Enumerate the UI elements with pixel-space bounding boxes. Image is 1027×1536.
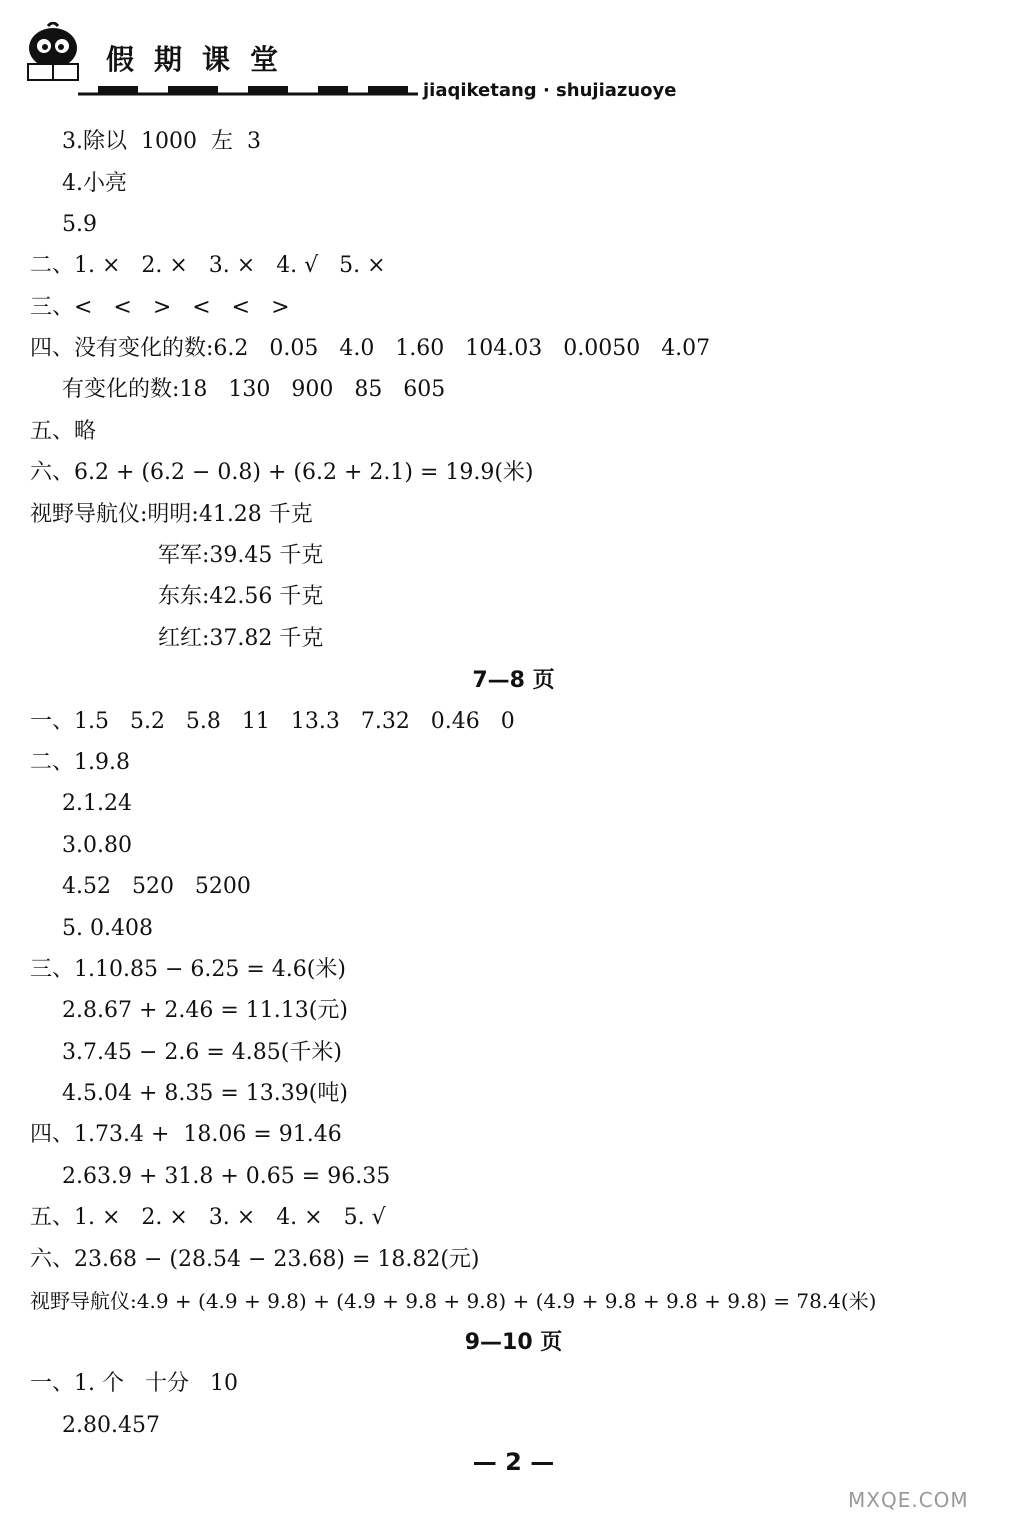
answer-line: 四、没有变化的数:6.2 0.05 4.0 1.60 104.03 0.0050 4.07 xyxy=(30,336,711,361)
answer-line: 5.9 xyxy=(62,212,97,237)
answer-line: 3.除以 1000 左 3 xyxy=(62,129,261,154)
answer-line: 六、6.2 + (6.2 − 0.8) + (6.2 + 2.1) = 19.9(米) xyxy=(30,460,534,485)
answer-line: 二、1. × 2. × 3. × 4. √ 5. × xyxy=(30,253,386,278)
answer-line: 2.63.9 + 31.8 + 0.65 = 96.35 xyxy=(62,1164,391,1189)
answer-line: 一、1.5 5.2 5.8 11 13.3 7.32 0.46 0 xyxy=(30,709,515,734)
answer-line: 四、1.73.4 + 18.06 = 91.46 xyxy=(30,1122,342,1147)
section-heading: 9—10 页 xyxy=(464,1330,563,1355)
answer-line: 5. 0.408 xyxy=(62,916,153,941)
answer-line: 视野导航仪:明明:41.28 千克 xyxy=(30,502,313,527)
answer-line: 三、1.10.85 − 6.25 = 4.6(米) xyxy=(30,957,346,982)
answer-line: 视野导航仪:4.9 + (4.9 + 9.8) + (4.9 + 9.8 + 9.8) + (4.9 + 9.8 + 9.8 + 9.8) = 78.4(米) xyxy=(30,1289,877,1313)
answer-line: 2.80.457 xyxy=(62,1413,160,1438)
section-heading: 7—8 页 xyxy=(472,668,555,693)
page-number: — 2 — xyxy=(472,1448,555,1476)
brand-title: 假期课堂 xyxy=(106,43,299,76)
answer-line: 三、< < > < < > xyxy=(30,295,290,320)
answer-line: 五、略 xyxy=(30,419,97,444)
answer-line: 五、1. × 2. × 3. × 4. × 5. √ xyxy=(30,1205,386,1230)
answer-line: 4.小亮 xyxy=(62,171,127,196)
answer-line: 4.52 520 5200 xyxy=(62,874,251,899)
answer-line: 东东:42.56 千克 xyxy=(158,584,324,609)
watermark: MXQE.COM xyxy=(848,1488,969,1512)
header-subtitle: jiaqiketang · shujiazuoye xyxy=(423,80,677,101)
answer-line: 2.8.67 + 2.46 = 11.13(元) xyxy=(62,998,348,1023)
answer-line: 一、1. 个 十分 10 xyxy=(30,1371,238,1396)
answer-line: 2.1.24 xyxy=(62,791,132,816)
answer-line: 有变化的数:18 130 900 85 605 xyxy=(62,377,446,402)
answer-line: 军军:39.45 千克 xyxy=(158,543,324,568)
answer-line: 红红:37.82 千克 xyxy=(158,626,324,651)
answer-line: 4.5.04 + 8.35 = 13.39(吨) xyxy=(62,1081,348,1106)
answer-line: 六、23.68 − (28.54 − 23.68) = 18.82(元) xyxy=(30,1247,480,1272)
answer-line: 3.7.45 − 2.6 = 4.85(千米) xyxy=(62,1040,342,1065)
answer-line: 3.0.80 xyxy=(62,833,132,858)
answer-line: 二、1.9.8 xyxy=(30,750,130,775)
